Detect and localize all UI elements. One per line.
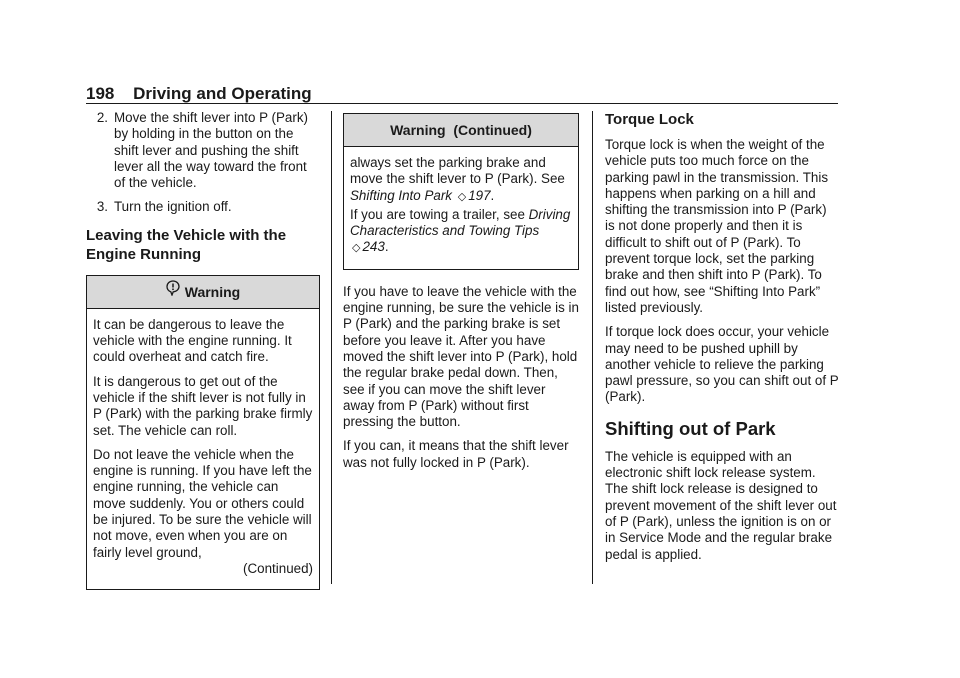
page-reference-icon: ◇ [457, 190, 467, 203]
warning-header [87, 276, 319, 309]
step-text: Move the shift lever into P (Park) by holding in the button on the shift lever and pushing the shift lever all the way toward the front of the vehicle. [114, 110, 308, 191]
section-heading-shifting-out-of-park: Shifting out of Park [605, 417, 776, 439]
step-number: 2. [96, 110, 108, 125]
step-text: Turn the ignition off. [114, 199, 232, 215]
body-paragraph: The vehicle is equipped with an electronic shift lock release system. The shift lock release is designed to prevent movement of the shift lever out of P (Park), unless the ignition is on or in Service Mode and the regular brake pedal is applied. [605, 448, 837, 562]
warning-paragraph: always set the parking brake and move the shift lever to P (Park). See Shifting Into Park ◇ 197. [350, 155, 565, 203]
step-2 [86, 110, 320, 191]
page-reference-number: 197 [468, 187, 491, 203]
section-heading-torque-lock: Torque Lock [605, 111, 694, 128]
warning-paragraph: Do not leave the vehicle when the engine is running. If you have left the engine running, the vehicle can move suddenly. You or others could be injured. To be sure the vehicle will not move, even when you are on fairly level ground, [93, 446, 312, 560]
warning-paragraph: It is dangerous to get out of the vehicle if the shift lever is not fully in P (Park) with the parking brake firmly set. The vehicle can roll. [93, 373, 313, 438]
body-paragraph: If you can, it means that the shift lever was not fully locked in P (Park). [343, 438, 569, 470]
cross-reference-link[interactable]: Shifting Into Park [350, 187, 452, 203]
column-1 [86, 110, 320, 590]
page-reference-number: 243 [362, 239, 385, 255]
continued-label: (Continued) [243, 560, 313, 576]
warning-continued-body [344, 147, 578, 269]
step-3 [86, 199, 320, 215]
header-rule [86, 103, 838, 104]
warning-triangle-icon [166, 275, 180, 307]
column-divider-1 [331, 111, 332, 584]
warning-title: Warning [184, 283, 241, 300]
column-2 [343, 110, 579, 479]
warning-box [86, 275, 320, 590]
cross-reference-link[interactable]: Driving Characteristics and Towing Tips [350, 206, 571, 239]
warning-paragraph: It can be dangerous to leave the vehicle with the engine running. It could overheat and catch fire. [93, 316, 292, 365]
warning-paragraph: If you are towing a trailer, see Driving Characteristics and Towing Tips ◇ 243. [350, 206, 571, 255]
column-divider-2 [592, 111, 593, 584]
section-title: Driving and Operating [133, 84, 312, 103]
warning-continued-box [343, 113, 579, 270]
column-3 [605, 110, 839, 571]
warning-body [87, 309, 319, 589]
page-header [86, 84, 312, 104]
step-number: 3. [96, 199, 108, 215]
body-paragraph: If you have to leave the vehicle with the engine running, be sure the vehicle is in P (Park) and the parking brake is set before you leave it. After you have moved the shift lever into P (Park), hold the regular brake pedal down. Then, see if you can move the shift lever away from P (Park) without first pressing the button. [343, 283, 579, 430]
body-paragraph: Torque lock is when the weight of the vehicle puts too much force on the parking pawl in the transmission. This happens when parking on a hill and shifting the transmission into P (Park) is not done properly and then it is difficult to shift out of P (Park). To prevent torque lock, set the parking brake and then shift into P (Park). To find out how, see “Shifting Into Park” listed previously. [605, 137, 829, 315]
section-heading-leaving-vehicle: Leaving the Vehicle with the Engine Running [86, 226, 287, 263]
page-reference-icon: ◇ [352, 242, 361, 255]
body-paragraph: If torque lock does occur, your vehicle may need to be pushed uphill by another vehicle to relieve the parking pawl pressure, so you can shift out of P (Park). [605, 324, 839, 405]
page-number: 198 [86, 84, 115, 103]
warning-continued-header: Warning (Continued) [344, 114, 578, 147]
